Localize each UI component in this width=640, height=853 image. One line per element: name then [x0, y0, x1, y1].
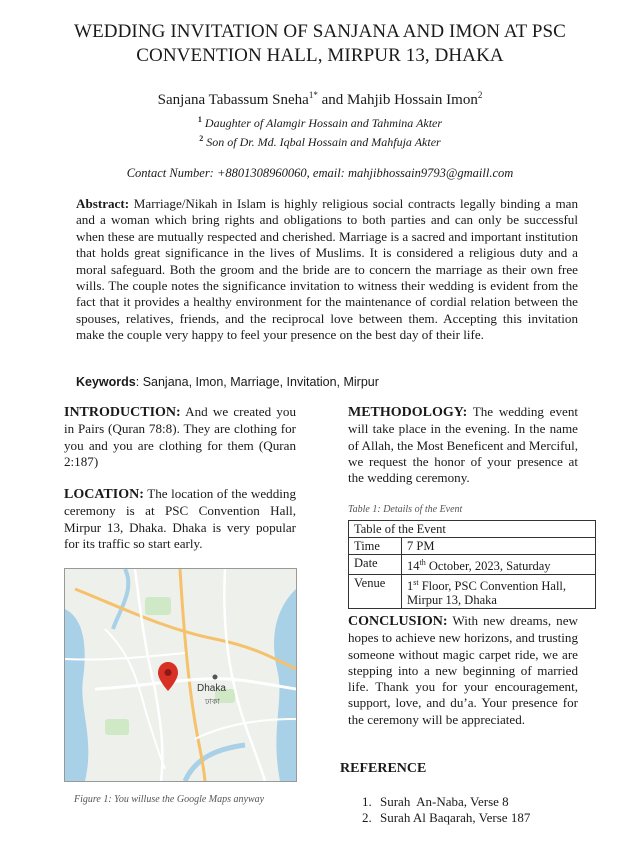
introduction-label: INTRODUCTION:: [64, 405, 181, 420]
map-city-label: Dhaka: [197, 683, 226, 694]
location-label: LOCATION:: [64, 487, 144, 502]
contact-info: Contact Number: +8801308960060, email: mahjibhossain9793@gmaill.com: [126, 166, 514, 180]
authors-line: [0, 90, 640, 109]
affiliation-2: [0, 134, 640, 150]
date-rest: October, 2023, Saturday: [425, 559, 551, 574]
keywords-label: Keywords: [76, 375, 136, 389]
introduction-section: [64, 404, 296, 470]
table-row: [349, 521, 596, 538]
table-header: Table of the Event: [349, 521, 596, 538]
methodology-label: METHODOLOGY:: [348, 405, 468, 420]
location-section: [64, 486, 296, 552]
keywords: [76, 375, 578, 389]
abstract-text: Marriage/Nikah in Islam is highly religious social contracts legally binding a man and a woman which bring rights and obligations to both parties and can only be successful when these are mutually respected and cherished. Marriage is a sacred and important institution that holds great significance in the lives of Muslims. It is considered a religious duty and a moral safeguard. Both the groom and the bride are to concern the marriage as their own free wills. The couple notes the significance invitation to witness their wedding is evident from the fact that it provides a healthy environment for the maintenance of cordial relation between the spouses, relatives, friends, and the reciprocal love between them. Accepting this invitation make the couple very happy to feel your presence on the best day of their life.: [76, 196, 578, 343]
map-graphic: [65, 569, 296, 781]
date-value: [402, 555, 596, 575]
date-suffix: th: [419, 558, 426, 567]
venue-floor: 1: [407, 579, 414, 594]
reference-num: 1.: [362, 794, 372, 809]
table-row: [349, 555, 596, 575]
location-text: The location of the wedding ceremony is at PSC Convention Hall, Mirpur 13, Dhaka. Dhaka is very popular for its traffic so start early.: [64, 486, 296, 551]
table-row: [349, 538, 596, 555]
affiliation-1-mark: 1: [197, 115, 202, 124]
venue-label: Venue: [349, 575, 402, 609]
venue-value: [402, 575, 596, 609]
abstract: [76, 196, 578, 344]
venue-rest: Floor, PSC Convention Hall, Mirpur 13, Dhaka: [407, 579, 567, 608]
author-connector: and: [317, 92, 347, 108]
conclusion-text: With new dreams, new hopes to achieve new horizons, and trusting someone without magic carpet ride, we are stepping into a new beginning of married life. Thank you for your encouragement, support, love, and du’a. Your presence for the ceremony will be appreciated.: [348, 613, 578, 727]
venue-suffix: st: [413, 578, 419, 588]
methodology-section: [348, 404, 578, 486]
figure-caption: Figure 1: You willuse the Google Maps anyway: [74, 794, 265, 805]
conclusion-label: CONCLUSION:: [348, 614, 448, 629]
affiliation-1-text: Daughter of Alamgir Hossain and Tahmina Akter: [204, 116, 443, 130]
date-day: 14: [407, 559, 420, 574]
affiliation-1: [0, 115, 640, 131]
reference-num: 2.: [362, 810, 372, 825]
keywords-text: : Sanjana, Imon, Marriage, Invitation, Mirpur: [135, 375, 379, 389]
list-item: [362, 810, 530, 826]
list-item: [362, 794, 530, 810]
map-figure: [64, 568, 297, 782]
methodology-text: The wedding event will take place in the evening. In the name of Allah, the Most Beneficent and Merciful, we request the honor of your presence at the wedding ceremony.: [348, 404, 578, 486]
reference-text: Surah An-Naba, Verse 8: [380, 794, 509, 809]
time-value: 7 PM: [402, 538, 596, 555]
document-title: WEDDING INVITATION OF SANJANA AND IMON AT PSC CONVENTION HALL, MIRPUR 13, DHAKA: [74, 21, 566, 66]
table-row: [349, 575, 596, 609]
author-1-mark: 1*: [308, 90, 318, 100]
conclusion-section: [348, 613, 578, 728]
affiliation-2-mark: 2: [199, 134, 204, 143]
author-2: Mahjib Hossain Imon: [347, 92, 478, 108]
table-caption: Table 1: Details of the Event: [348, 504, 463, 515]
reference-text: Surah Al Baqarah, Verse 187: [380, 810, 531, 825]
date-label: Date: [349, 555, 402, 575]
introduction-text: And we created you in Pairs (Quran 78:8). They are clothing for you and you are clothing for them (Quran 2:187): [64, 404, 296, 469]
event-table: [348, 520, 596, 609]
author-2-mark: 2: [477, 90, 483, 100]
abstract-label: Abstract:: [76, 196, 130, 211]
reference-list: [362, 794, 530, 826]
author-1: Sanjana Tabassum Sneha: [157, 92, 309, 108]
reference-heading: REFERENCE: [340, 761, 427, 776]
time-label: Time: [349, 538, 402, 555]
affiliation-2-text: Son of Dr. Md. Iqbal Hossain and Mahfuja Akter: [206, 135, 441, 149]
map-city-label-bn: ঢাকা: [205, 697, 220, 706]
